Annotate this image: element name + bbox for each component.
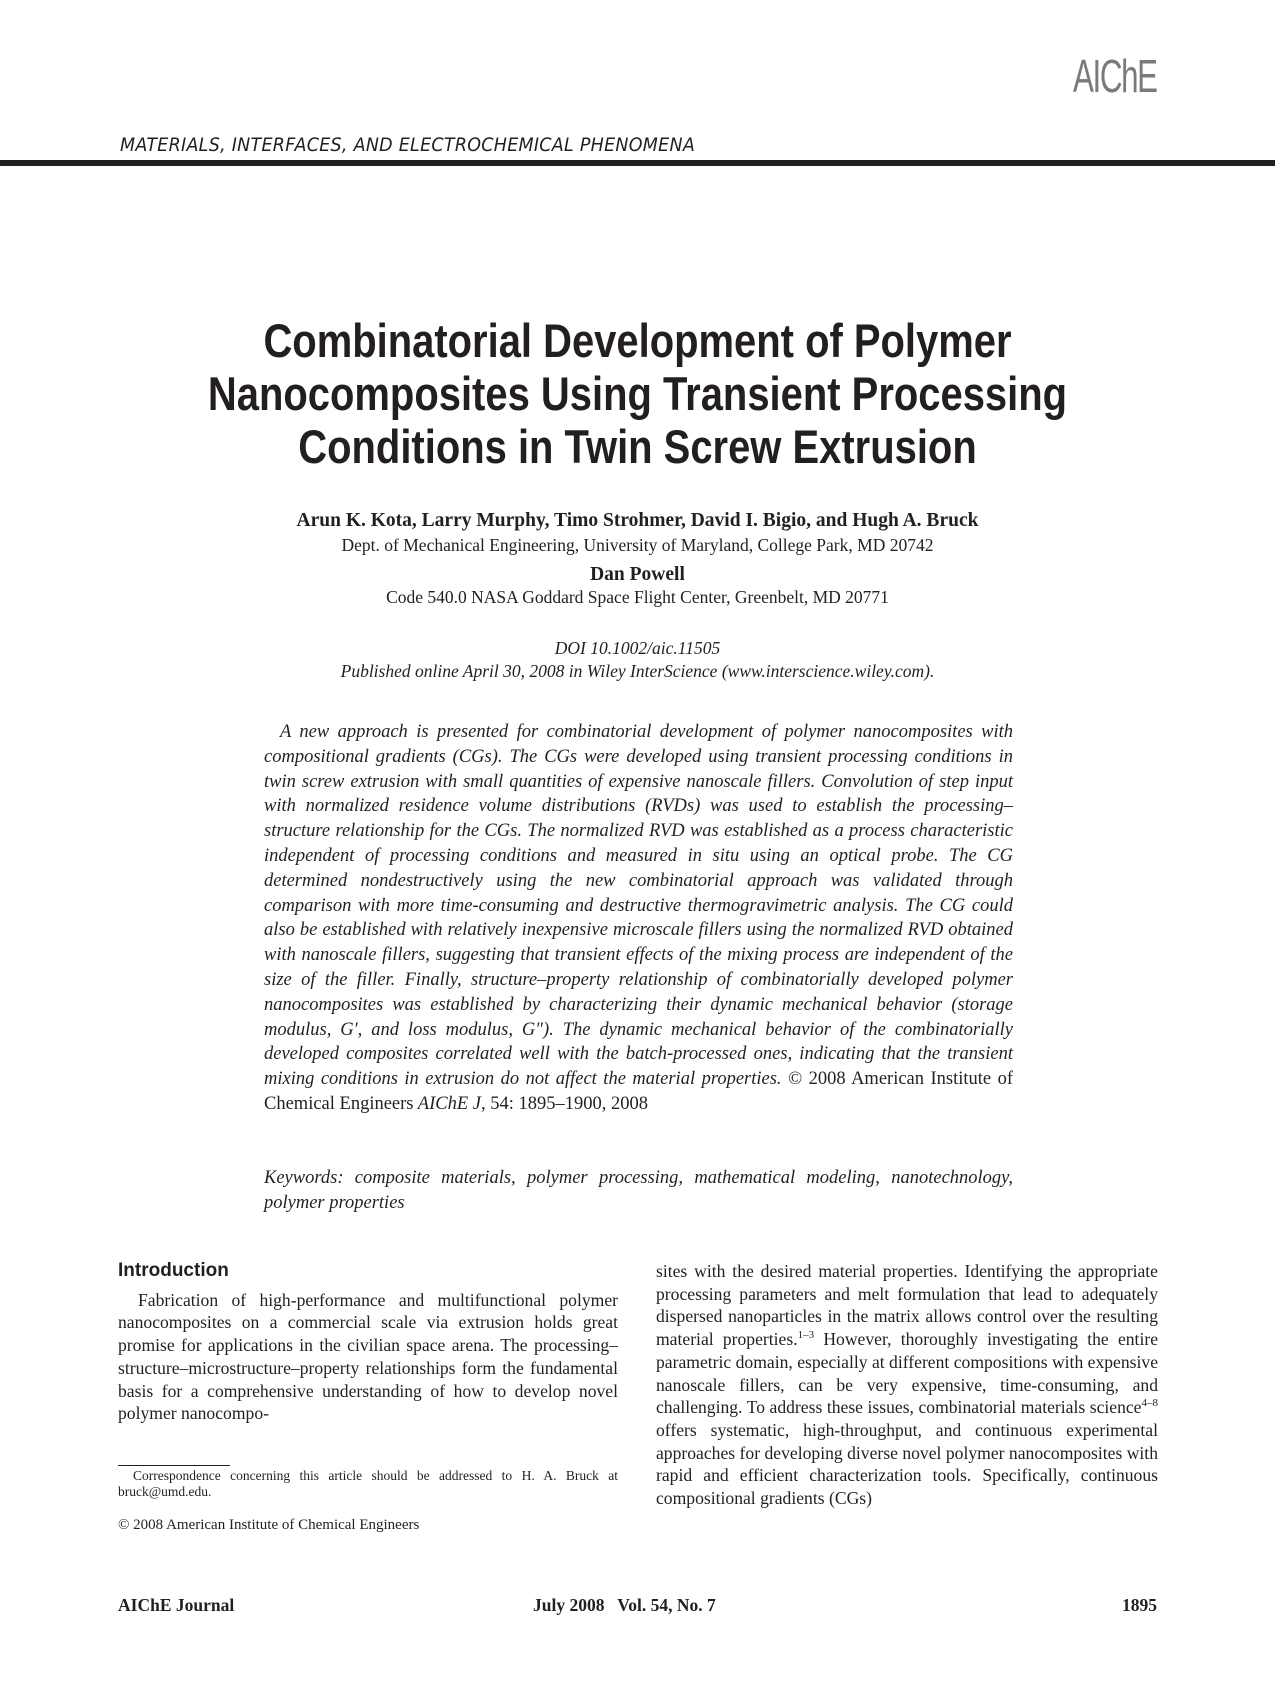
section-heading: MATERIALS, INTERFACES, AND ELECTROCHEMICAL PHENOMENA (120, 134, 696, 156)
copyright-notice: © 2008 American Institute of Chemical Engineers (118, 1517, 420, 1533)
footnote (118, 1468, 618, 1500)
abstract-citation (418, 1094, 648, 1114)
introduction-paragraph-left: Fabrication of high-performance and multifunctional polymer nanocomposites on a commercial scale via extrusion holds great promise for applications in the civilian space arena. The processing–structure–microstructure–property relationships form the fundamental basis for a comprehensive understanding of how to develop novel polymer nanocompo- (118, 1289, 618, 1424)
correspondence-note: Correspondence concerning this article should be addressed to H. A. Bruck at bruck@umd.edu. (118, 1468, 618, 1499)
doi: DOI 10.1002/aic.11505 (554, 638, 721, 658)
introduction-heading: Introduction (118, 1260, 229, 1281)
affiliation-1: Dept. of Mechanical Engineering, University of Maryland, College Park, MD 20742 (341, 535, 934, 555)
reference-4-8[interactable]: 4–8 (1141, 1397, 1158, 1410)
abstract (264, 720, 1013, 1117)
header-rule (0, 160, 1275, 166)
aiche-logo: AIChE (1073, 50, 1157, 102)
title-line-2: Nanocomposites Using Transient Processing (207, 367, 1068, 420)
author-list-1: Arun K. Kota, Larry Murphy, Timo Strohmer, David I. Bigio, and Hugh A. Bruck (296, 510, 979, 531)
affiliation-2: Code 540.0 NASA Goddard Space Flight Center, Greenbelt, MD 20771 (386, 587, 889, 607)
author-list-2: Dan Powell (590, 564, 685, 585)
title-line-3: Conditions in Twin Screw Extrusion (298, 420, 977, 473)
abstract-text: A new approach is presented for combinatorial development of polymer nanocomposites with compositional gradients (CGs). The CGs were developed using transient processing conditions in twin screw extrusion with small quantities of expensive nanoscale fillers. Convolution of step input with normalized residence volume distributions (RVDs) was used to establish the processing–structure relationship for the CGs. The normalized RVD was established as a process characteristic independent of processing conditions and measured in situ using an optical probe. The CG determined nondestructively using the new combinatorial approach was validated through comparison with more time-consuming and destructive thermogravimetric analysis. The CG could also be established with relatively inexpensive microscale fillers using the normalized RVD obtained with nanoscale fillers, suggesting that transient effects of the mixing process are independent of the size of the filler. Finally, structure–property relationship of combinatorially developed polymer nanocomposites was established by characterizing their dynamic mechanical behavior (storage modulus, G′, and loss modulus, G″). The dynamic mechanical behavior of the combinatorially developed composites correlated well with the batch-processed ones, indicating that the transient mixing conditions in extrusion do not affect the material properties. (264, 722, 1013, 1090)
page-number: 1895 (1122, 1595, 1157, 1615)
intro-text-1: sites with the desired material properties. Identifying the appropriate processing parameters and melt formulation that lead to adequately dispersed nanoparticles in the matrix allows control over the resulting material properties. (656, 1261, 1158, 1350)
article-title (100, 314, 1175, 473)
publication-info: Published online April 30, 2008 in Wiley InterScience (www.interscience.wiley.com). (340, 661, 935, 681)
journal-abbrev: AIChE J (417, 1093, 481, 1114)
abstract-copyright: © 2008 American Institute of Chemical Engineers (264, 1069, 1014, 1114)
right-column (656, 1260, 1158, 1510)
introduction-paragraph-right (656, 1260, 1158, 1510)
intro-text-2: However, thoroughly investigating the entire parametric domain, especially at different compositions with expensive nanoscale fillers, can be very expensive, time-consuming, and challenging. To address these issues, combinatorial materials science (656, 1329, 1158, 1418)
footnote-rule (118, 1465, 230, 1466)
title-line-1: Combinatorial Development of Polymer (263, 314, 1012, 367)
left-column (118, 1260, 618, 1425)
footer-issue: July 2008 Vol. 54, No. 7 (533, 1595, 716, 1615)
footer-journal: AIChE Journal (118, 1595, 235, 1615)
citation-info: , 54: 1895–1900, 2008 (480, 1093, 648, 1114)
intro-text-3: offers systematic, high-throughput, and continuous experimental approaches for developing diverse novel polymer nanocomposites with rapid and efficient characterization tools. Specifically, continuous compositional gradients (CGs) (656, 1419, 1158, 1509)
keywords: Keywords: composite materials, polymer processing, mathematical modeling, nanotechnology, polymer properties (264, 1168, 1013, 1213)
reference-1-3[interactable]: 1–3 (797, 1329, 815, 1342)
